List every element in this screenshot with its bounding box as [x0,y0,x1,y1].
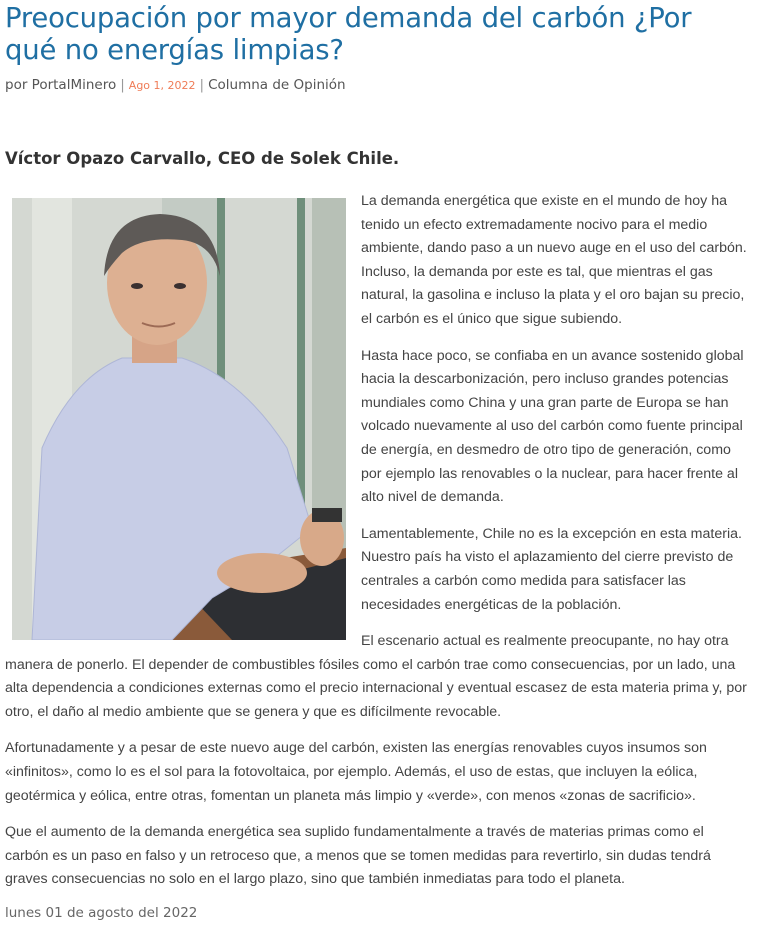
publish-date: Ago 1, 2022 [128,79,196,92]
footer-date: lunes 01 de agosto del 2022 [5,905,198,921]
article-body [5,190,750,905]
article-paragraph: Lamentablemente, Chile no es la excepción en esta materia. Nuestro país ha visto el aplazamiento del cierre previsto de centrales a carbón como medida para satisfacer las necesidades energéticas de la población. [361,525,742,613]
article-paragraph: Hasta hace poco, se confiaba en un avance sostenido global hacia la descarbonización, pero incluso grandes potencias mundiales como China y una gran parte de Europa se han volcado nuevamente al uso del carbón como fuente principal de energía, en desmedro de otro tipo de generación, como por ejemplo las renovables o la nuclear, para hacer frente al alto nivel de demanda. [361,347,744,506]
category-link[interactable]: Columna de Opinión [208,77,346,93]
article-paragraph: Que el aumento de la demanda energética sea suplido fundamentalmente a través de materias primas como el carbón es un paso en falso y un retroceso que, a menos que se tomen medidas para revertirlo, sin dudas tendrá graves consecuencias no solo en el largo plazo, sino que también inmediatas para todo el planeta. [5,824,711,888]
meta-separator: | [199,77,205,93]
author-link[interactable]: por PortalMinero [5,77,117,93]
article-title: Preocupación por mayor demanda del carbón ¿Por qué no energías limpias? [5,2,692,66]
author-photo [12,198,346,640]
article-paragraph: El escenario actual es realmente preocupante, no hay otra manera de ponerlo. El depender de combustibles fósiles como el carbón trae como consecuencias, por un lado, una alta dependencia a condiciones externas como el precio internacional y eventual escasez de esta materia prima y, por otro, el daño al medio ambiente que se genera y que es difícilmente revocable. [5,633,747,720]
meta-separator: | [120,77,125,93]
author-heading: Víctor Opazo Carvallo, CEO de Solek Chile. [5,149,400,168]
portrait-photo-icon [12,198,346,640]
article-meta [5,77,346,93]
article-paragraph: Afortunadamente y a pesar de este nuevo auge del carbón, existen las energías renovables cuyos insumos son «infinitos», como lo es el sol para la fotovoltaica, por ejemplo. Además, el uso de estas, que incluyen la eólica, geotérmica y eólica, entre otras, fomentan un planeta más limpio y «verde», con menos «zonas de sacrificio». [5,740,707,804]
article-paragraph: La demanda energética que existe en el mundo de hoy ha tenido un efecto extremadamente nocivo para el medio ambiente, dando paso a un nuevo auge en el uso del carbón. Incluso, la demanda por este es tal, que mientras el gas natural, la gasolina e incluso la plata y el oro bajan su precio, el carbón es el único que sigue subiendo. [361,193,747,327]
